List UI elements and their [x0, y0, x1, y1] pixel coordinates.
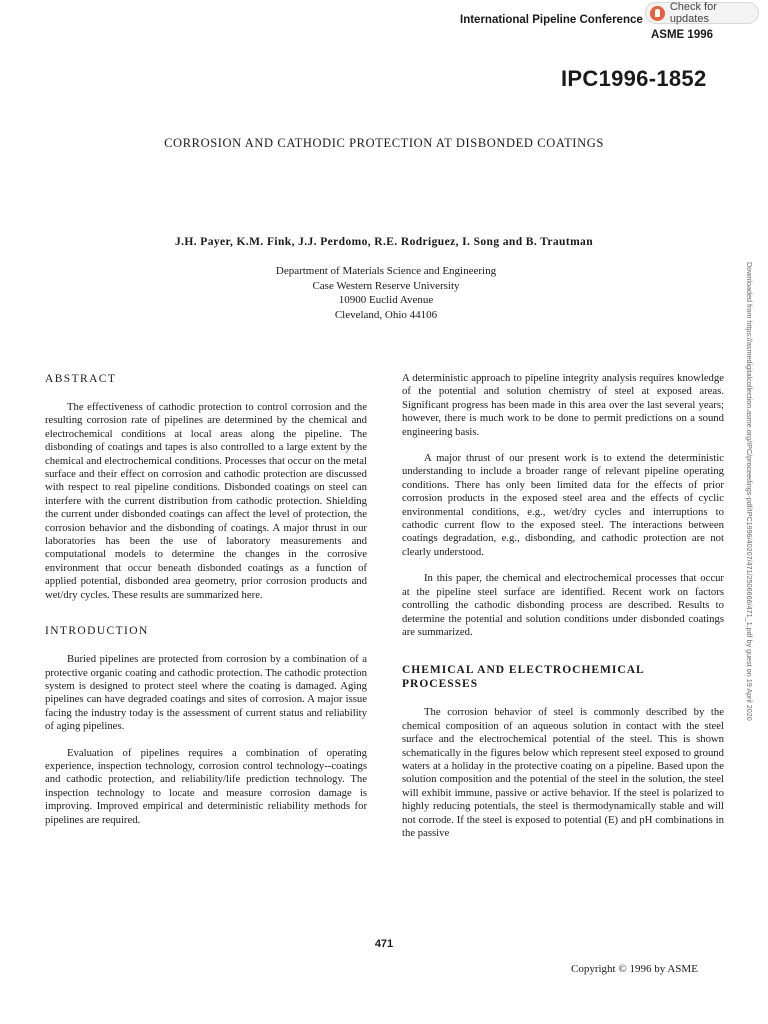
introduction-heading: INTRODUCTION	[45, 625, 149, 638]
copyright-notice: Copyright © 1996 by ASME	[571, 963, 698, 975]
right-paragraph-1: A deterministic approach to pipeline integrity analysis requires knowledge of the potential and solution chemistry of steel at exposed areas. Significant progress has been made in this area over the last several years; however, there is much work to be done to permit predictions on a sound engineering basis.	[402, 372, 724, 438]
affiliation-city: Cleveland, Ohio 44106	[334, 308, 438, 321]
section-heading-line-2: PROCESSES	[402, 678, 479, 691]
left-column	[45, 372, 367, 827]
paper-title: CORROSION AND CATHODIC PROTECTION AT DISBONDED COATINGS	[164, 136, 604, 150]
check-updates-label: Check for updates	[669, 1, 717, 25]
affiliation-street: 10900 Euclid Avenue	[338, 294, 434, 306]
right-paragraph-3: In this paper, the chemical and electrochemical processes that occur at the pipeline steel surface are identified. Recent work on factors controlling the cathodic disbonding process are described. Results to determine the potential and solution conditions under disbonded coatings are summarized.	[402, 572, 724, 638]
right-paragraph-2: A major thrust of our present work is to extend the deterministic understanding to include a broader range of relevant pipeline operating conditions. There has only been limited data for the effects of prior corrosion products in the exposed steel area and the effects of cyclic environmental conditions, e.g., wet/dry cycles and interruptions to cathodic current flow to the exposed steel. The interactions between coatings degradation, e.g., disbonding, and cathodic protection are not clearly understood.	[402, 452, 724, 558]
abstract-heading: ABSTRACT	[45, 373, 117, 385]
download-watermark: Downloaded from https://asmedigitalcollection.asme.org/IPC/proceedings-pdf/IPC1996/40207/471/2506666/471_1.pdf by guest on 19 April 2020	[745, 262, 754, 721]
abstract-paragraph: The effectiveness of cathodic protection to control corrosion and the resulting corrosion rate of pipelines are determined by the chemical and electrochemical conditions at local areas along the pipeline. The disbonding of coatings and tapes is also controlled to a large extent by the chemical and electrochemical conditions. Processes that occur on the metal surface and their effect on corrosion and cathodic protection are discussed with respect to real pipeline conditions. Disbonded coatings on steel can interfere with the current distribution from cathodic protection. Shielding the current under disbonded coatings can affect the level of protection, the corrosion behavior and the disbonding of coatings. A major thrust in our laboratories has been the use of laboratory measurements and computational models to determine the changes in the corrosive environment that occur beneath disbonded coatings as a function of applied potential, disbonded area geometry, prior corrosion products and wet/dry cycles. These results are summarized here.	[45, 401, 367, 601]
affiliation-block	[200, 264, 572, 322]
section-heading-line-1: CHEMICAL AND ELECTROCHEMICAL	[402, 664, 645, 677]
paper-code: IPC1996-1852	[561, 66, 707, 91]
intro-paragraph-2: Evaluation of pipelines requires a combination of operating experience, inspection technology, corrosion control technology--coatings and cathodic protection, and reliability/life prediction technology. The inspection technology to locate and measure corrosion damage is improving. Improved empirical and deterministic reliability methods for pipelines are required.	[45, 746, 367, 826]
affiliation-department: Department of Materials Science and Engineering	[275, 265, 497, 277]
conference-name: International Pipeline Conference	[460, 14, 643, 26]
section-heading	[402, 663, 724, 691]
check-updates-button[interactable]	[645, 2, 759, 24]
author-list: J.H. Payer, K.M. Fink, J.J. Perdomo, R.E. Rodriguez, I. Song and B. Trautman	[174, 236, 593, 248]
bookmark-icon	[650, 6, 665, 21]
right-paragraph-4: The corrosion behavior of steel is commonly described by the chemical composition of an aqueous solution in contact with the steel surface and the electrochemical potential of the steel. This is shown schematically in the figures below which represent steel exposed to ground waters at a holiday in the protective coating on a pipeline. Based upon the solution composition and the potential of the steel in the solution, the steel will exhibit immune, passive or active behavior. If the steel is polarized to highly reducing potentials, the steel is thermodynamically stable and will not corrode. If the steel is exposed to potential (E) and pH combinations in the passive	[402, 706, 724, 839]
intro-paragraph-1: Buried pipelines are protected from corrosion by a combination of a protective organic coating and cathodic protection. The cathodic protection system is designed to protect steel where the coating is damaged. Aging pipelines can have degraded coatings and sites of corrosion. A major issue facing the industry today is the assessment of current status and reliability of aging pipelines.	[45, 653, 367, 733]
right-column	[402, 372, 724, 840]
conference-year: ASME 1996	[651, 29, 714, 41]
affiliation-university: Case Western Reserve University	[312, 279, 460, 292]
page-number: 471	[374, 938, 394, 950]
